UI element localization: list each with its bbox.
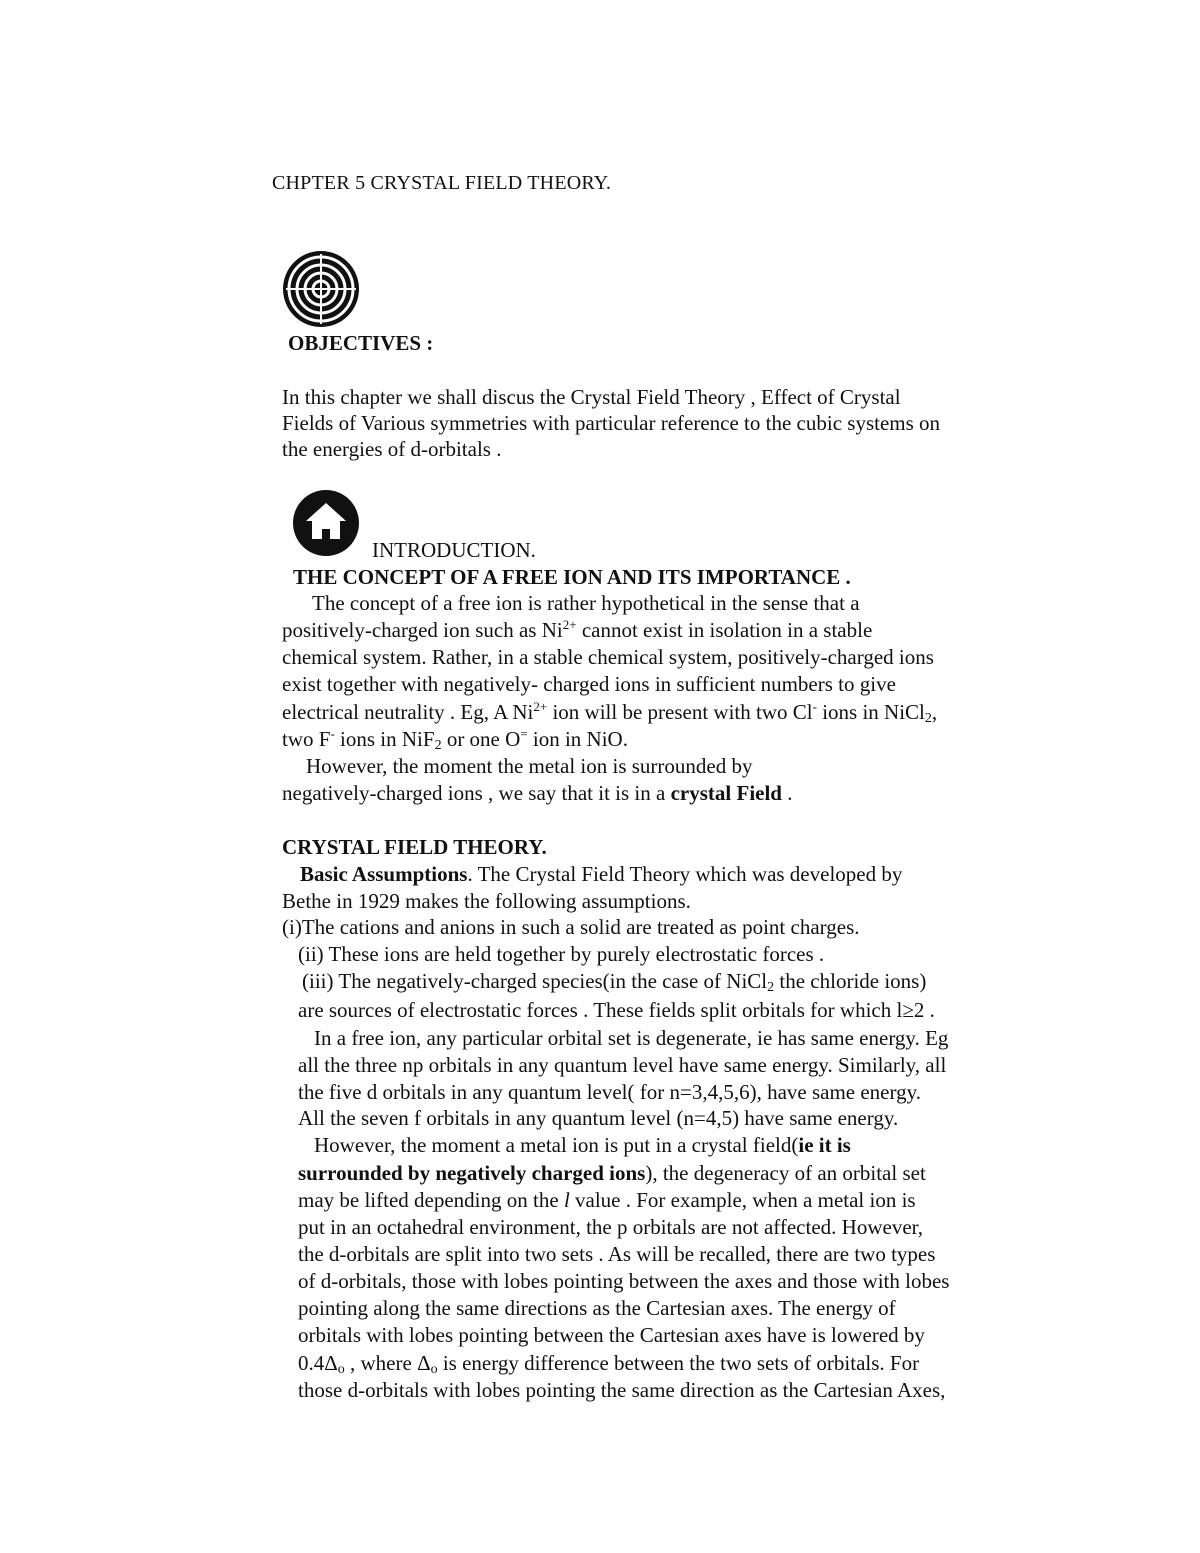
- cft-line-3: (i)The cations and anions in such a solid are treated as point charges.: [282, 915, 860, 939]
- chapter-title: CHPTER 5 CRYSTAL FIELD THEORY.: [272, 172, 612, 194]
- introduction-label: INTRODUCTION.: [372, 538, 536, 562]
- cft-line-11: However, the moment a metal ion is put in a crystal field(ie it is: [314, 1133, 851, 1157]
- cft-line-20: those d-orbitals with lobes pointing the same direction as the Cartesian Axes,: [298, 1378, 946, 1402]
- intro-line-4: exist together with negatively- charged ions in sufficient numbers to give: [282, 672, 896, 696]
- cft-line-2: Bethe in 1929 makes the following assumptions.: [282, 889, 691, 913]
- home-icon: [292, 489, 360, 557]
- intro-line-2: positively-charged ion such as $Ni^{2+}$ cannot exist in isolation in a stable: [282, 617, 873, 642]
- objectives-heading: OBJECTIVES :: [288, 331, 434, 355]
- cft-line-9: the five d orbitals in any quantum level( for n=3,4,5,6), have same energy.: [298, 1080, 921, 1104]
- cft-heading: CRYSTAL FIELD THEORY.: [282, 835, 547, 859]
- intro-line-7: However, the moment the metal ion is surrounded by: [306, 754, 753, 778]
- cft-line-13: may be lifted depending on the l value . For example, when a metal ion is: [298, 1188, 916, 1212]
- cft-line-12: surrounded by negatively charged ions), the degeneracy of an orbital set: [298, 1161, 926, 1185]
- intro-line-3: chemical system. Rather, in a stable chemical system, positively-charged ions: [282, 645, 934, 669]
- cft-line-19: $0.4\Delta_o$ , where $\Delta_o$ is energy difference between the two sets of orbitals. For: [298, 1351, 920, 1377]
- intro-line-8: negatively-charged ions , we say that it is in a crystal Field .: [282, 781, 793, 805]
- cft-line-15: the d-orbitals are split into two sets . As will be recalled, there are two types: [298, 1242, 936, 1266]
- intro-line-6: two F- ions in NiF$_2$ or one O= ion in NiO.: [282, 726, 628, 753]
- cft-line-1: Basic Assumptions. The Crystal Field Theory which was developed by: [300, 862, 903, 886]
- cft-line-5: (iii) The negatively-charged species(in the case of NiCl$_2$ the chloride ions): [302, 969, 927, 995]
- objectives-line-2: Fields of Various symmetries with particular reference to the cubic systems on: [282, 411, 941, 435]
- cft-line-18: orbitals with lobes pointing between the Cartesian axes have is lowered by: [298, 1323, 925, 1347]
- intro-line-5: electrical neutrality . Eg, A $Ni^{2+}$ ion will be present with two Cl- ions in NiCl$_2$,: [282, 699, 938, 726]
- cft-line-14: put in an octahedral environment, the p orbitals are not affected. However,: [298, 1215, 924, 1239]
- cft-line-10: All the seven f orbitals in any quantum level (n=4,5) have same energy.: [298, 1106, 899, 1130]
- objectives-line-3: the energies of d-orbitals .: [282, 437, 502, 461]
- target-icon: [282, 250, 360, 328]
- objectives-line-1: In this chapter we shall discus the Crystal Field Theory , Effect of Crystal: [282, 385, 901, 409]
- cft-line-7: In a free ion, any particular orbital set is degenerate, ie has same energy. Eg: [314, 1026, 949, 1050]
- cft-line-4: (ii) These ions are held together by purely electrostatic forces .: [298, 942, 825, 966]
- cft-line-16: of d-orbitals, those with lobes pointing between the axes and those with lobes: [298, 1269, 950, 1293]
- cft-line-17: pointing along the same directions as the Cartesian axes. The energy of: [298, 1296, 896, 1320]
- cft-line-6: are sources of electrostatic forces . These fields split orbitals for which l≥2 .: [298, 998, 935, 1022]
- cft-line-8: all the three np orbitals in any quantum level have same energy. Similarly, all: [298, 1053, 947, 1077]
- introduction-heading: THE CONCEPT OF A FREE ION AND ITS IMPORTANCE .: [293, 565, 851, 589]
- intro-line-1: The concept of a free ion is rather hypothetical in the sense that a: [312, 591, 860, 615]
